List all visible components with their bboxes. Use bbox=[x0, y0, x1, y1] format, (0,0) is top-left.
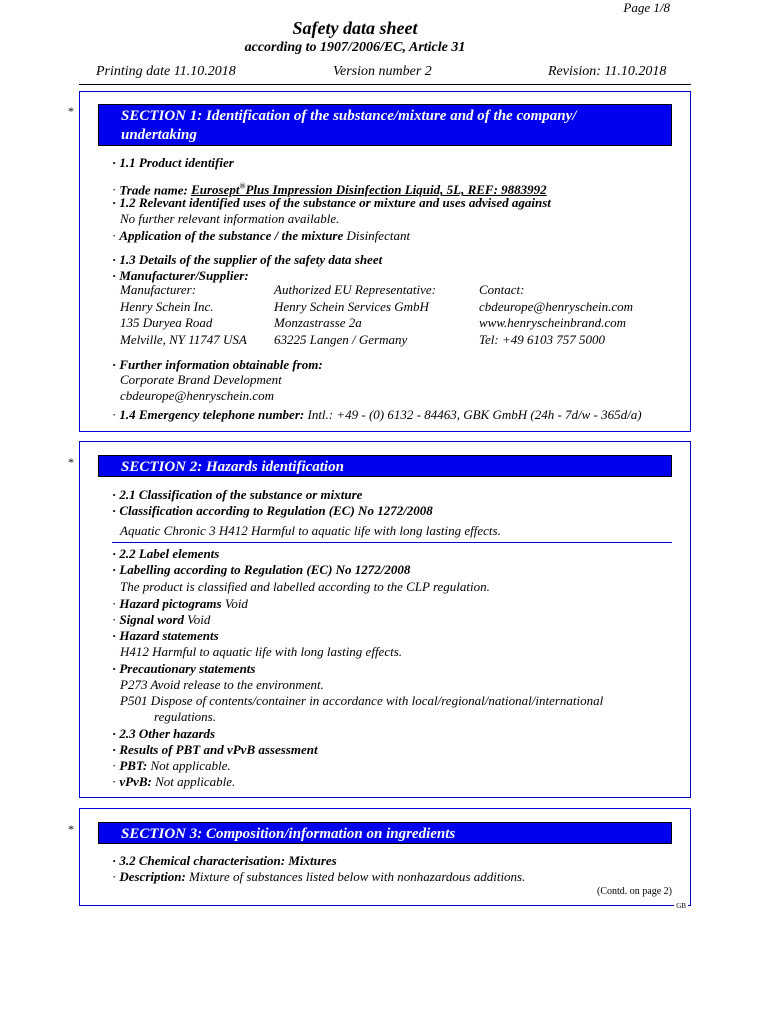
relevant-uses: · 1.2 Relevant identified uses of the substance or mixture and uses advised against bbox=[112, 195, 551, 210]
trade-name: · Trade name: Eurosept®Plus Impression Disinfection Liquid, 5L, REF: 9883992 bbox=[112, 182, 547, 198]
supplier-details: · 1.3 Details of the supplier of the safety data sheet bbox=[112, 252, 383, 267]
section-1-heading bbox=[98, 104, 672, 146]
manufacturer-column: Manufacturer: Henry Schein Inc. 135 Duryea Road Melville, NY 11747 USA bbox=[120, 282, 247, 347]
contact-email[interactable]: cbdeurope@henryschein.com bbox=[479, 298, 634, 314]
continued-note: (Contd. on page 2) bbox=[597, 886, 672, 897]
chemical-characterisation: · 3.2 Chemical characterisation: Mixtures bbox=[112, 853, 337, 868]
application: · Application of the substance / the mixture Disinfectant bbox=[112, 228, 411, 243]
further-info-email[interactable]: cbdeurope@henryschein.com bbox=[120, 388, 275, 403]
p501-statement: P501 Dispose of contents/container in accordance with local/regional/national/international bbox=[120, 693, 604, 708]
description: · Description: Mixture of substances listed below with nonhazardous additions. bbox=[112, 869, 526, 884]
section-2-divider bbox=[112, 542, 672, 543]
further-info: · Further information obtainable from: bbox=[112, 357, 323, 372]
version-number: Version number 2 bbox=[333, 64, 432, 79]
section-1-title-cont: undertaking bbox=[121, 127, 197, 143]
p273-statement: P273 Avoid release to the environment. bbox=[120, 677, 324, 692]
page-number: Page 1/8 bbox=[623, 0, 670, 15]
language-code: GB bbox=[676, 902, 686, 910]
corporate-dept: Corporate Brand Development bbox=[120, 372, 282, 387]
precautionary-statements: · Precautionary statements bbox=[112, 661, 256, 676]
label-elements: · 2.2 Label elements bbox=[112, 546, 220, 561]
contact-website[interactable]: www.henryscheinbrand.com bbox=[479, 315, 627, 330]
revision-date: Revision: 11.10.2018 bbox=[548, 64, 667, 79]
vpvb-value: · vPvB: Not applicable. bbox=[112, 774, 236, 789]
section-3-title: SECTION 3: Composition/information on ingredients bbox=[121, 826, 456, 842]
section-1-title: SECTION 1: Identification of the substance/mixture and of the company/ bbox=[121, 108, 577, 124]
document-title: Safety data sheet bbox=[292, 18, 418, 38]
other-hazards: · 2.3 Other hazards bbox=[112, 726, 216, 741]
eu-representative-column: Authorized EU Representative: Henry Schein Services GmbH Monzastrasse 2a 63225 Langen / Germany bbox=[274, 282, 436, 347]
change-marker: * bbox=[68, 104, 74, 118]
pbt-results: · Results of PBT and vPvB assessment bbox=[112, 742, 318, 757]
pbt-value: · PBT: Not applicable. bbox=[112, 758, 231, 773]
h412-statement: H412 Harmful to aquatic life with long lasting effects. bbox=[120, 644, 403, 659]
contact-column: Contact: cbdeurope@henryschein.com www.henryscheinbrand.com Tel: +49 6103 757 5000 bbox=[479, 282, 634, 347]
hazard-statements: · Hazard statements bbox=[112, 628, 219, 643]
document-subtitle: according to 1907/2006/EC, Article 31 bbox=[244, 40, 466, 55]
labelling-regulation: · Labelling according to Regulation (EC) No 1272/2008 bbox=[112, 562, 411, 577]
classification: · 2.1 Classification of the substance or mixture bbox=[112, 487, 363, 502]
section-2-title: SECTION 2: Hazards identification bbox=[121, 459, 344, 475]
classification-regulation: · Classification according to Regulation (EC) No 1272/2008 bbox=[112, 503, 433, 518]
emergency-phone: · 1.4 Emergency telephone number: Intl.: +49 - (0) 6132 - 84463, GBK GmbH (24h - 7d/w - 365d/a) bbox=[112, 407, 642, 422]
aquatic-chronic: Aquatic Chronic 3 H412 Harmful to aquatic life with long lasting effects. bbox=[120, 523, 501, 538]
change-marker: * bbox=[68, 822, 74, 836]
section-3-heading bbox=[98, 822, 672, 844]
hazard-pictograms: · Hazard pictograms Void bbox=[112, 596, 248, 611]
clp-statement: The product is classified and labelled according to the CLP regulation. bbox=[120, 579, 490, 594]
product-identifier: · 1.1 Product identifier bbox=[112, 155, 234, 170]
no-further-info: No further relevant information available. bbox=[120, 211, 340, 226]
printing-date: Printing date 11.10.2018 bbox=[96, 64, 236, 79]
header-rule bbox=[79, 84, 691, 85]
change-marker: * bbox=[68, 455, 74, 469]
manufacturer-supplier: · Manufacturer/Supplier: bbox=[112, 268, 249, 283]
p501-statement-cont: regulations. bbox=[154, 709, 216, 724]
section-2-heading bbox=[98, 455, 672, 477]
signal-word: · Signal word Void bbox=[112, 612, 211, 627]
